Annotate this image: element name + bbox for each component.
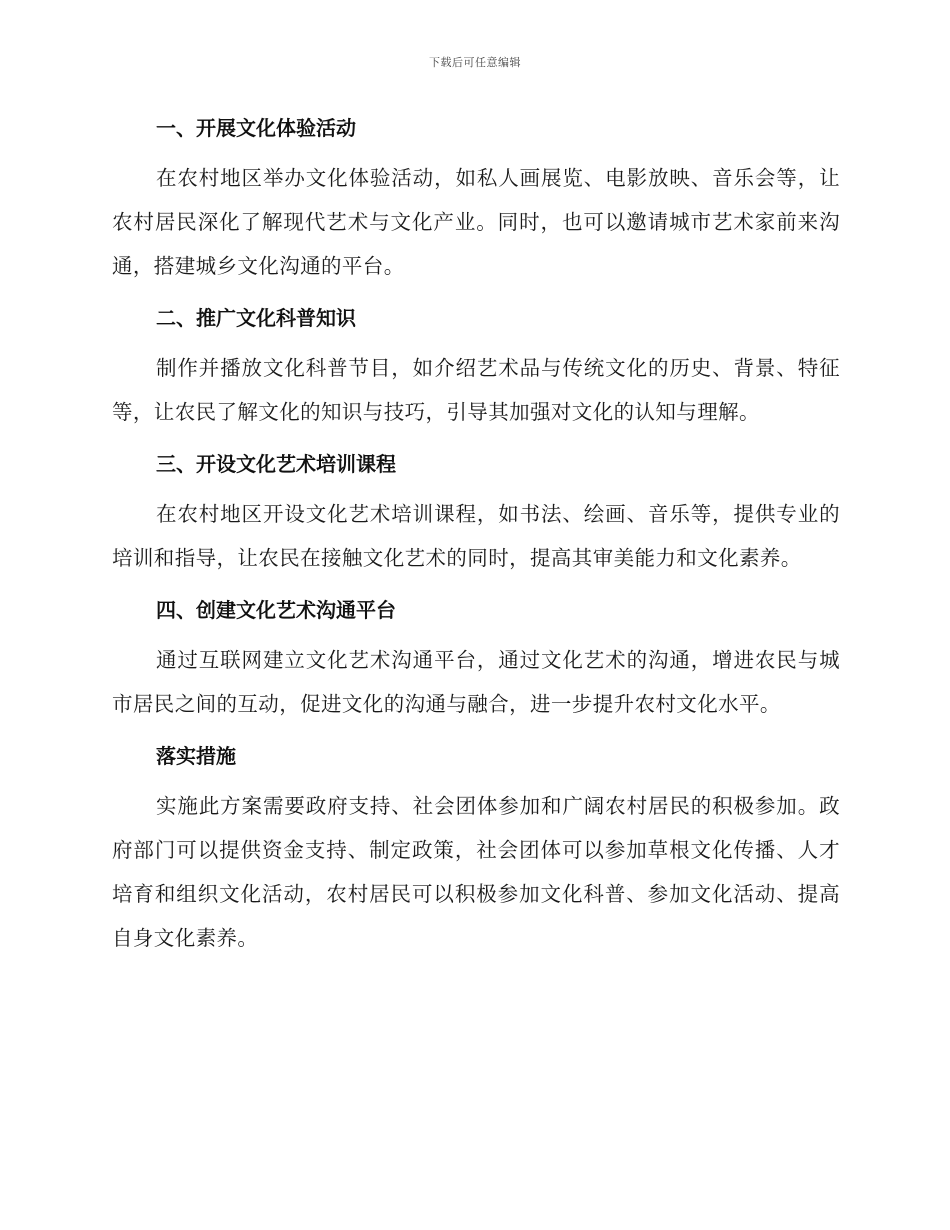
document-body bbox=[112, 108, 840, 970]
section-science-popularization bbox=[112, 298, 840, 434]
section-heading: 四、创建文化艺术沟通平台 bbox=[156, 598, 396, 622]
section-communication-platform bbox=[112, 590, 840, 726]
section-paragraph: 通过互联网建立文化艺术沟通平台，通过文化艺术的沟通，增进农民与城市居民之间的互动，促进文化的沟通与融合，进一步提升农村文化水平。 bbox=[112, 648, 840, 716]
section-heading: 一、开展文化体验活动 bbox=[156, 116, 356, 140]
section-paragraph: 在农村地区开设文化艺术培训课程，如书法、绘画、音乐等，提供专业的培训和指导，让农民在接触文化艺术的同时，提高其审美能力和文化素养。 bbox=[112, 502, 840, 570]
section-cultural-experience bbox=[112, 108, 840, 288]
header-note: 下载后可任意编辑 bbox=[429, 56, 521, 69]
section-paragraph: 实施此方案需要政府支持、社会团体参加和广阔农村居民的积极参加。政府部门可以提供资金支持、制定政策，社会团体可以参加草根文化传播、人才培育和组织文化活动，农村居民可以积极参加文化科普、参加文化活动、提高自身文化素养。 bbox=[112, 794, 840, 950]
section-paragraph: 制作并播放文化科普节目，如介绍艺术品与传统文化的历史、背景、特征等，让农民了解文化的知识与技巧，引导其加强对文化的认知与理解。 bbox=[112, 356, 840, 424]
section-implementation-measures bbox=[112, 736, 840, 960]
section-paragraph: 在农村地区举办文化体验活动，如私人画展览、电影放映、音乐会等，让农村居民深化了解现代艺术与文化产业。同时，也可以邀请城市艺术家前来沟通，搭建城乡文化沟通的平台。 bbox=[112, 166, 840, 278]
section-heading: 二、推广文化科普知识 bbox=[156, 306, 356, 330]
section-heading: 三、开设文化艺术培训课程 bbox=[156, 452, 396, 476]
section-heading: 落实措施 bbox=[156, 744, 236, 768]
section-training-courses bbox=[112, 444, 840, 580]
